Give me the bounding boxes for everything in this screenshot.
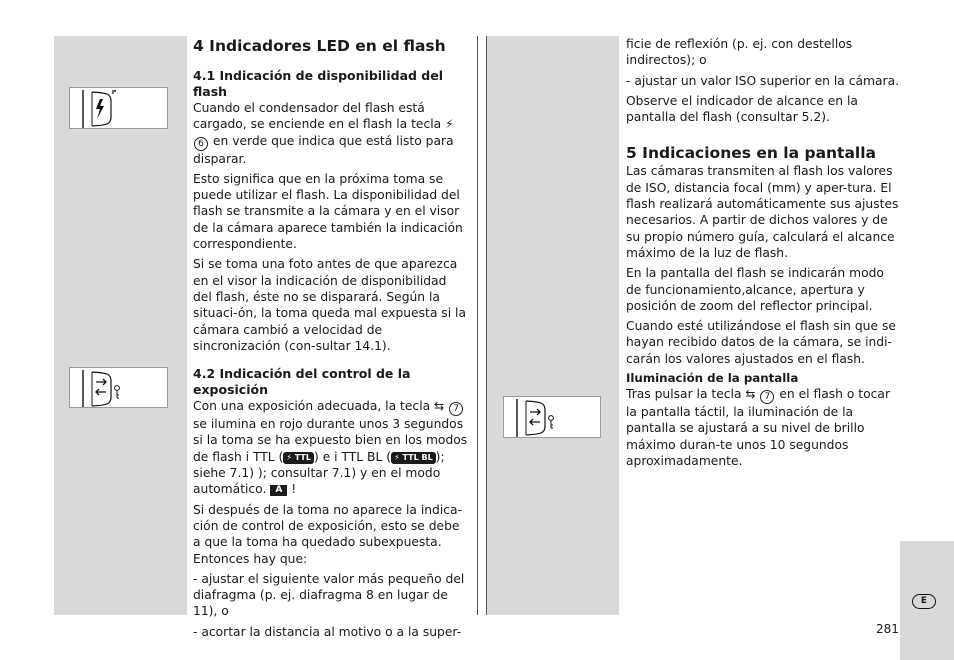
badge-label: TTL (294, 452, 311, 462)
list-item: - ajustar el siguiente valor más pequeño del diafragma (p. ej. diafragma 8 en lugar de 11), o (193, 571, 465, 619)
swap-arrows-icon: ⇆ (745, 387, 756, 402)
text: se ilumina en rojo durante unos 3 segundos si la toma se ha expuesto bien en los modos de flash i TTL ( (193, 417, 468, 464)
right-text-column (626, 36, 902, 473)
ittl-bl-badge (391, 452, 436, 464)
text: Tras pulsar la tecla (626, 387, 742, 402)
auto-mode-badge: A (270, 485, 287, 496)
paragraph: Las cámaras transmiten al flash los valores de ISO, distancia focal (mm) y aper-tura. El flash realizará automáticamente sus ajustes necesarios. A partir de dichos valores y de su propio número guía, calculará el alcance máximo de la luz de flash. (626, 164, 899, 260)
text: en el flash o tocar la pantalla táctil, la iluminación de la pantalla se ajustará a su nivel de brillo máximo duran-te unos 10 segundos aproximadamente. (626, 387, 891, 468)
lightning-bolt-icon: ⚡ (286, 452, 292, 462)
paragraph: Cuando esté utilizándose el flash sin que se hayan recibido datos de la cámara, se indi-carán los valores ajustados en el flash. (626, 319, 896, 366)
badge-label: TTL BL (402, 452, 433, 462)
swap-arrows-icon: ⇆ (434, 399, 445, 414)
paragraph (193, 398, 469, 497)
paragraph: En la pantalla del flash se indicarán modo de funcionamiento,alcance, apertura y posición de zoom del reflector principal. (626, 266, 884, 313)
page-number: 281 (876, 622, 899, 636)
middle-margin-band (486, 36, 619, 615)
list-item: - acortar la distancia al motivo o a la super- (193, 624, 462, 639)
exposure-control-led-icon (69, 367, 168, 408)
paragraph: Si se toma una foto antes de que aparezca en el visor la indicación de disponibilidad del flash, éste no se disparará. Según la situaci-ón, la toma queda mal expuesta si la cámara cambió a velocidad de sincronización (con-sultar 14.1). (193, 257, 466, 353)
section-5-title: 5 Indicaciones en la pantalla (626, 144, 877, 163)
column-divider-right (486, 36, 487, 615)
section-4-title: 4 Indicadores LED en el flash (193, 37, 446, 55)
list-item: - ajustar un valor ISO superior en la cámara. (626, 73, 900, 88)
text: Cuando el condensador del flash está cargado, se enciende en el flash la tecla (193, 101, 442, 132)
lightning-bolt-icon: ⚡ (394, 452, 400, 462)
display-illumination-icon (503, 396, 601, 438)
ittl-badge (283, 452, 314, 464)
display-illumination-subtitle: Iluminación de la pantalla (626, 371, 799, 386)
paragraph: Esto significa que en la próxima toma se puede utilizar el flash. La disponibilidad del flash se transmite a la cámara y en el visor de la cámara aparece también la indicación correspondiente. (193, 171, 463, 252)
paragraph: ficie de reflexión (p. ej. con destellos indirectos); o (626, 37, 853, 68)
text: Con una exposición adecuada, la tecla (193, 399, 431, 414)
left-text-column (193, 36, 469, 644)
button-number-7: 7 (449, 402, 463, 416)
text: en verde que indica que está listo para disparar. (193, 133, 454, 166)
language-badge: E (912, 594, 936, 609)
text: ); siehe 7.1) ); consultar 7.1) y en el modo automático. (193, 449, 445, 497)
paragraph: Si después de la toma no aparece la indica-ción de control de exposición, esto se debe a que la toma ha quedado subexpuesta. Entonces hay que: (193, 502, 463, 566)
paragraph (193, 100, 469, 167)
paragraph: Observe el indicador de alcance en la pantalla del flash (consultar 5.2). (626, 93, 858, 125)
column-divider-left (477, 36, 478, 615)
text: ! (291, 482, 297, 497)
paragraph (626, 386, 902, 469)
button-number-6: 6 (194, 137, 208, 151)
flash-ready-led-icon (69, 87, 168, 129)
section-4-1-title: 4.1 Indicación de disponibilidad del flash (193, 68, 444, 99)
button-number-7: 7 (760, 390, 774, 404)
text: ) e i TTL BL ( (313, 449, 392, 464)
section-4-2-title: 4.2 Indicación del control de la exposición (193, 366, 411, 398)
lightning-bolt-icon: ⚡ (445, 117, 454, 132)
